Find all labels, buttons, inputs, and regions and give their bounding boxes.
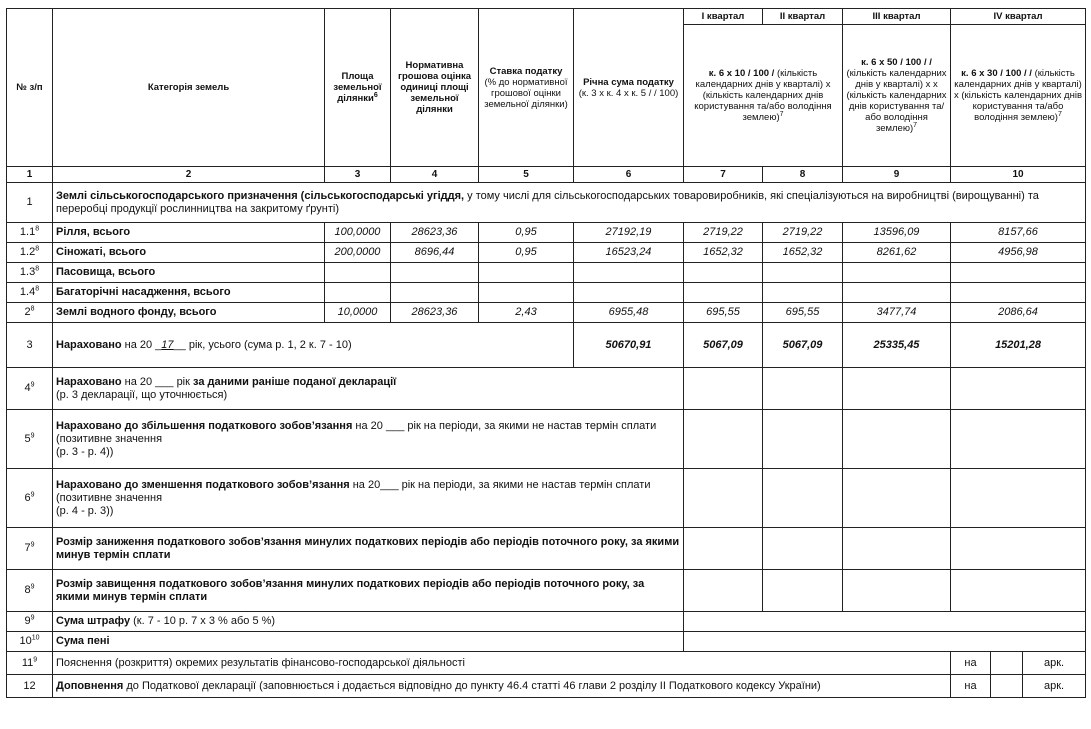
cell-annual[interactable]	[574, 263, 684, 283]
row-label: Багаторічні насадження, всього	[53, 283, 325, 303]
total-annual[interactable]: 50670,91	[574, 323, 684, 368]
header-q4: IV квартал	[951, 9, 1086, 25]
cell-q2[interactable]	[763, 410, 843, 469]
row-label: Сіножаті, всього	[53, 243, 325, 263]
cell-ngo[interactable]: 28623,36	[391, 303, 479, 323]
row-number: $4^9$	[7, 368, 53, 410]
row-number: $2^8$	[7, 303, 53, 323]
colnum-1: 1	[7, 167, 53, 183]
table-row	[7, 368, 1086, 410]
cell-ngo[interactable]	[391, 283, 479, 303]
cell-q4[interactable]: 4956,98	[951, 243, 1086, 263]
table-row	[7, 303, 1086, 323]
cell-q3[interactable]	[843, 263, 951, 283]
cell-q1[interactable]	[684, 528, 763, 570]
sheets-label: арк.	[1023, 652, 1086, 675]
cell-ngo[interactable]: 8696,44	[391, 243, 479, 263]
cell-q4[interactable]	[951, 469, 1086, 528]
row-number: $1.2^8$	[7, 243, 53, 263]
cell-q2[interactable]	[763, 368, 843, 410]
cell-q4[interactable]	[951, 528, 1086, 570]
cell-rate[interactable]: 0,95	[479, 223, 574, 243]
row-label: Пояснення (розкриття) окремих результатів фінансово-господарської діяльності	[53, 652, 951, 675]
row-number: $1.4^8$	[7, 283, 53, 303]
row-number: $6^9$	[7, 469, 53, 528]
row-number: $10^{10}$	[7, 632, 53, 652]
header-area: Площа земельної ділянки$^6$	[325, 9, 391, 167]
table-row	[7, 528, 1086, 570]
cell-q4[interactable]: 2086,64	[951, 303, 1086, 323]
cell-q1[interactable]: 1652,32	[684, 243, 763, 263]
table-row	[7, 632, 1086, 652]
cell-q3[interactable]	[843, 528, 951, 570]
row-number: $9^9$	[7, 612, 53, 632]
cell-q3[interactable]: 8261,62	[843, 243, 951, 263]
cell-q3[interactable]: 13596,09	[843, 223, 951, 243]
sheets-count-field[interactable]	[991, 675, 1023, 698]
cell-annual[interactable]: 6955,48	[574, 303, 684, 323]
cell-q3[interactable]	[843, 368, 951, 410]
table-row	[7, 612, 1086, 632]
cell-area[interactable]: 10,0000	[325, 303, 391, 323]
cell-fine-value[interactable]	[684, 612, 1086, 632]
cell-q2[interactable]	[763, 528, 843, 570]
table-row	[7, 263, 1086, 283]
cell-q2[interactable]	[763, 283, 843, 303]
cell-q2[interactable]: 1652,32	[763, 243, 843, 263]
on-label: на	[951, 652, 991, 675]
colnum-8: 8	[763, 167, 843, 183]
row-label: Пасовища, всього	[53, 263, 325, 283]
cell-q3[interactable]: 3477,74	[843, 303, 951, 323]
colnum-9: 9	[843, 167, 951, 183]
cell-q4[interactable]	[951, 570, 1086, 612]
cell-q1[interactable]	[684, 410, 763, 469]
cell-q1[interactable]	[684, 283, 763, 303]
cell-q4[interactable]	[951, 283, 1086, 303]
cell-q1[interactable]	[684, 368, 763, 410]
colnum-7: 7	[684, 167, 763, 183]
header-rate: Ставка податку (% до нормативної грошової оцінки земельної ділянки)	[479, 9, 574, 167]
cell-ngo[interactable]	[391, 263, 479, 283]
cell-area[interactable]: 200,0000	[325, 243, 391, 263]
cell-q3[interactable]	[843, 410, 951, 469]
cell-q1[interactable]	[684, 469, 763, 528]
row-number: $1.3^8$	[7, 263, 53, 283]
cell-q2[interactable]	[763, 469, 843, 528]
table-row	[7, 283, 1086, 303]
cell-q2[interactable]	[763, 263, 843, 283]
cell-q4[interactable]: 8157,66	[951, 223, 1086, 243]
header-formula-q3: к. 6 х 50 / 100 / / (кількість календарних днів у кварталі) х х (кількість календарних днів користування та/або володіння землею)$^7$	[843, 25, 951, 167]
table-row	[7, 410, 1086, 469]
row-number: 3	[7, 323, 53, 368]
table-row	[7, 570, 1086, 612]
column-numbers-row	[7, 167, 1086, 183]
cell-q4[interactable]	[951, 263, 1086, 283]
cell-q2[interactable]: 695,55	[763, 303, 843, 323]
total-q4[interactable]: 15201,28	[951, 323, 1086, 368]
colnum-3: 3	[325, 167, 391, 183]
table-row	[7, 469, 1086, 528]
cell-area[interactable]	[325, 263, 391, 283]
total-q3[interactable]: 25335,45	[843, 323, 951, 368]
colnum-10: 10	[951, 167, 1086, 183]
table-row	[7, 652, 1086, 675]
cell-rate[interactable]: 2,43	[479, 303, 574, 323]
cell-rate[interactable]: 0,95	[479, 243, 574, 263]
cell-q3[interactable]	[843, 283, 951, 303]
row-label: Нараховано до збільшення податкового зобов’язання на 20 ___ рік на періоди, за якими не настав термін сплати (позитивне значення (р. 3 - р. 4))	[53, 410, 684, 469]
cell-q1[interactable]: 695,55	[684, 303, 763, 323]
row-label: Розмір завищення податкового зобов’язання минулих податкових періодів або періодів поточного року, за якими минув термін сплати	[53, 570, 684, 612]
cell-annual[interactable]: 27192,19	[574, 223, 684, 243]
row-label: Землі сільськогосподарського призначення (сільськогосподарські угіддя, у тому числі для сільськогосподарських товаровиробників, які спеціалізуються на виробництві (вирощуванні) та переробці продукції рослинництва на закритому ґрунті)	[53, 183, 1086, 223]
land-tax-table	[6, 8, 1086, 698]
cell-q2[interactable]	[763, 570, 843, 612]
cell-annual[interactable]	[574, 283, 684, 303]
row-label: Нараховано на 20 _17__ рік, усього (сума р. 1, 2 к. 7 - 10)	[53, 323, 574, 368]
total-q1[interactable]: 5067,09	[684, 323, 763, 368]
row-label: Сума штрафу (к. 7 - 10 р. 7 х 3 % або 5 %)	[53, 612, 684, 632]
header-formula-q12: к. 6 х 10 / 100 / (кількість календарних днів у кварталі) х (кількість календарних днів користування та/або володіння землею)$^7$	[684, 25, 843, 167]
row-number: $7^9$	[7, 528, 53, 570]
table-row-total	[7, 323, 1086, 368]
header-q3: ІІІ квартал	[843, 9, 951, 25]
cell-annual[interactable]: 16523,24	[574, 243, 684, 263]
row-label: Розмір заниження податкового зобов’язання минулих податкових періодів або періодів поточного року, за якими минув термін сплати	[53, 528, 684, 570]
row-number: $5^9$	[7, 410, 53, 469]
colnum-2: 2	[53, 167, 325, 183]
colnum-5: 5	[479, 167, 574, 183]
sheets-label: арк.	[1023, 675, 1086, 698]
header-category: Категорія земель	[53, 9, 325, 167]
row-label: Рілля, всього	[53, 223, 325, 243]
table-row	[7, 675, 1086, 698]
colnum-4: 4	[391, 167, 479, 183]
on-label: на	[951, 675, 991, 698]
header-no: № з/п	[7, 9, 53, 167]
cell-area[interactable]: 100,0000	[325, 223, 391, 243]
header-ngo: Нормативна грошова оцінка одиниці площі земельної ділянки	[391, 9, 479, 167]
row-label: Нараховано до зменшення податкового зобов’язання на 20___ рік на періоди, за якими не настав термін сплати (позитивне значення (р. 4 - р. 3))	[53, 469, 684, 528]
cell-ngo[interactable]: 28623,36	[391, 223, 479, 243]
cell-q4[interactable]	[951, 410, 1086, 469]
table-row	[7, 183, 1086, 223]
cell-q1[interactable]: 2719,22	[684, 223, 763, 243]
row-number: $8^9$	[7, 570, 53, 612]
header-q2: ІІ квартал	[763, 9, 843, 25]
header-q1: І квартал	[684, 9, 763, 25]
colnum-6: 6	[574, 167, 684, 183]
row-label: Нараховано на 20 ___ рік за даними раніше поданої декларації (р. 3 декларації, що уточнюється)	[53, 368, 684, 410]
cell-q2[interactable]: 2719,22	[763, 223, 843, 243]
cell-q3[interactable]	[843, 469, 951, 528]
cell-q1[interactable]	[684, 263, 763, 283]
row-number: 1	[7, 183, 53, 223]
row-label: Землі водного фонду, всього	[53, 303, 325, 323]
cell-q4[interactable]	[951, 368, 1086, 410]
row-number: $1.1^8$	[7, 223, 53, 243]
cell-area[interactable]	[325, 283, 391, 303]
row-number: 12	[7, 675, 53, 698]
total-q2[interactable]: 5067,09	[763, 323, 843, 368]
cell-rate[interactable]	[479, 263, 574, 283]
header-formula-q4: к. 6 х 30 / 100 / / (кількість календарних днів у кварталі) х (кількість календарних днів користування та/або володіння землею)$^7$	[951, 25, 1086, 167]
cell-q3[interactable]	[843, 570, 951, 612]
table-row	[7, 223, 1086, 243]
cell-q1[interactable]	[684, 570, 763, 612]
sheets-count-field[interactable]	[991, 652, 1023, 675]
header-annual: Річна сума податку (к. 3 х к. 4 х к. 5 / / 100)	[574, 9, 684, 167]
cell-penalty-value[interactable]	[684, 632, 1086, 652]
cell-rate[interactable]	[479, 283, 574, 303]
table-row	[7, 243, 1086, 263]
row-label: Сума пені	[53, 632, 684, 652]
row-label: Доповнення до Податкової декларації (заповнюється і додається відповідно до пункту 46.4 статті 46 глави 2 розділу ІІ Податкового кодексу України)	[53, 675, 951, 698]
row-number: $11^9$	[7, 652, 53, 675]
